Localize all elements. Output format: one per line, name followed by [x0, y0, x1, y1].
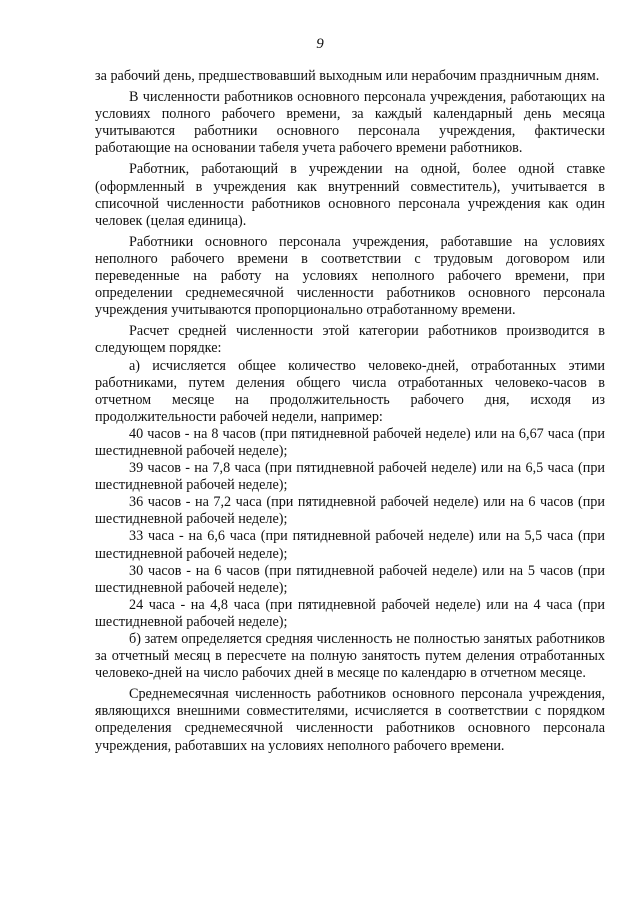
paragraph-full-time-staff: В численности работников основного персонала учреждения, работающих на условиях полного рабочего времени, за каждый календарный день месяца учитываются работники основного персонала учреждения, фактически работающие на основании табеля учета рабочего времени работников.: [95, 89, 605, 157]
document-body: [95, 68, 605, 755]
paragraph-calculation-intro: Расчет средней численности этой категории работников производится в следующем порядке:: [95, 323, 605, 357]
paragraph-continuation: за рабочий день, предшествовавший выходным или нерабочим праздничным дням.: [95, 68, 600, 84]
paragraph-part-time-staff: Работники основного персонала учреждения, работавшие на условиях неполного рабочего времени в соответствии с трудовым договором или переведенные на работу на условиях неполного рабочего времени, при определении среднемесячной численности работников основного персонала учреждения учитываются пропорционально отработанному времени.: [95, 233, 605, 319]
example-33-hours: 33 часа - на 6,6 часа (при пятидневной рабочей неделе) или на 5,5 часа (при шестидневной рабочей неделе);: [95, 528, 605, 562]
paragraph-internal-part-time: Работник, работающий в учреждении на одной, более одной ставке (оформленный в учреждения как внутренний совместитель), учитывается в списочной численности работников основного персонала учреждения как один человек (целая единица).: [95, 161, 605, 229]
paragraph-step-b: б) затем определяется средняя численность не полностью занятых работников за отчетный месяц в пересчете на полную занятость путем деления отработанных человеко-дней на число рабочих дней в месяце по календарю в отчетном месяце.: [95, 631, 605, 682]
example-36-hours: 36 часов - на 7,2 часа (при пятидневной рабочей неделе) или на 6 часов (при шестидневной рабочей неделе);: [95, 494, 605, 528]
page-number: 9: [316, 36, 324, 52]
example-39-hours: 39 часов - на 7,8 часа (при пятидневной рабочей неделе) или на 6,5 часа (при шестидневной рабочей неделе);: [95, 460, 605, 494]
paragraph-step-a: а) исчисляется общее количество человеко-дней, отработанных этими работниками, путем деления общего числа отработанных человеко-часов в отчетном месяце на продолжительность рабочего дня, исходя из продолжительности рабочей недели, например:: [95, 357, 605, 425]
example-30-hours: 30 часов - на 6 часов (при пятидневной рабочей неделе) или на 5 часов (при шестидневной рабочей неделе);: [95, 562, 605, 596]
example-40-hours: 40 часов - на 8 часов (при пятидневной рабочей неделе) или на 6,67 часа (при шестидневной рабочей неделе);: [95, 425, 605, 459]
paragraph-external-part-time: Среднемесячная численность работников основного персонала учреждения, являющихся внешними совместителями, исчисляется в соответствии с порядком определения среднемесячной численности работников основного персонала учреждения, работавших на условиях неполного рабочего времени.: [95, 686, 605, 754]
example-24-hours: 24 часа - на 4,8 часа (при пятидневной рабочей неделе) или на 4 часа (при шестидневной рабочей неделе);: [95, 596, 605, 630]
